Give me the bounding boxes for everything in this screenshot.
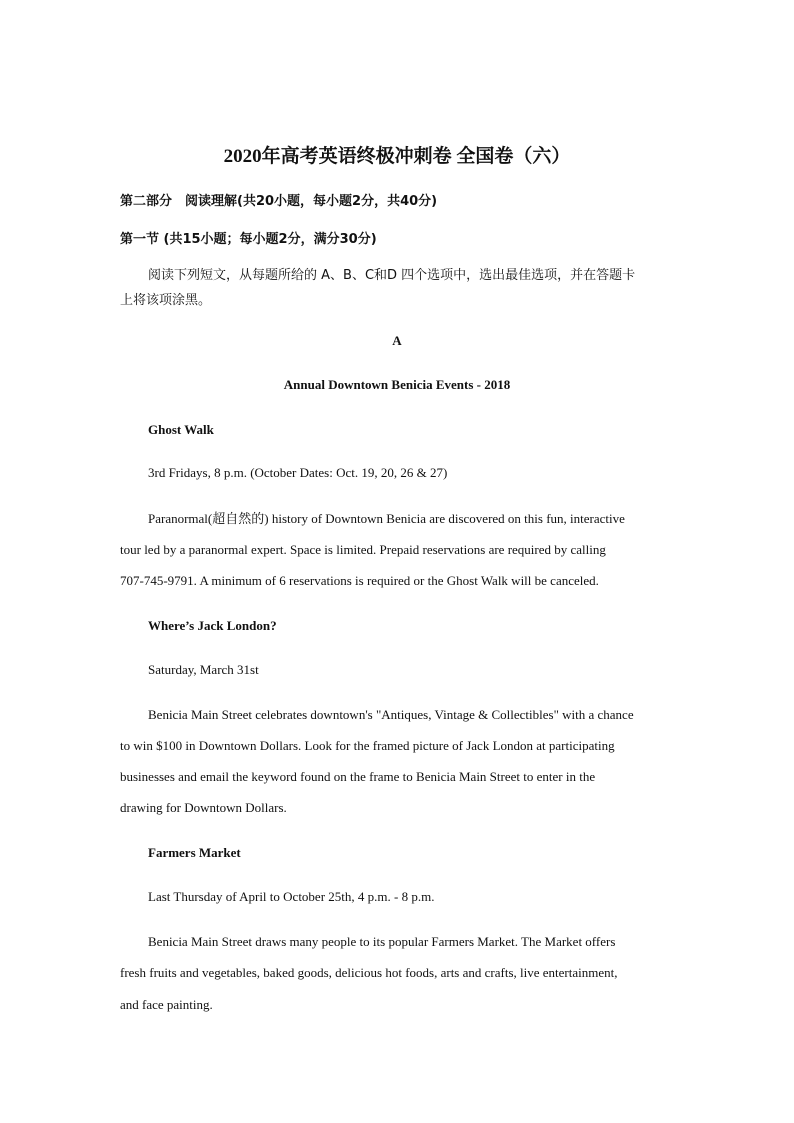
event-body-line: fresh fruits and vegetables, baked goods, delicious hot foods, arts and crafts, live entertainment,: [120, 965, 618, 980]
instruction-line-2: 上将该项涂黑。: [120, 293, 212, 308]
event-body-line: to win $100 in Downtown Dollars. Look for the framed picture of Jack London at participating: [120, 738, 615, 753]
event-date-jack-london: Saturday, March 31st: [148, 662, 259, 677]
passage-letter: A: [392, 333, 402, 348]
event-body-line: Benicia Main Street draws many people to its popular Farmers Market. The Market offers: [148, 934, 616, 949]
event-heading-jack-london: Where’s Jack London?: [148, 618, 277, 633]
instruction-line-1: 阅读下列短文，从每题所给的 A、B、C和D 四个选项中，选出最佳选项，并在答题卡: [148, 268, 636, 283]
event-body-line: 707-745-9791. A minimum of 6 reservations is required or the Ghost Walk will be canceled.: [120, 573, 599, 588]
event-heading-farmers-market: Farmers Market: [148, 845, 241, 860]
event-body-line: drawing for Downtown Dollars.: [120, 800, 287, 815]
event-body-line: Benicia Main Street celebrates downtown's "Antiques, Vintage & Collectibles" with a chance: [148, 707, 634, 722]
part-heading: 第二部分 阅读理解(共20小题，每小题2分，共40分): [120, 194, 438, 209]
section-heading: 第一节 (共15小题；每小题2分，满分30分): [120, 232, 377, 247]
passage-title: Annual Downtown Benicia Events - 2018: [283, 377, 511, 392]
event-date-farmers-market: Last Thursday of April to October 25th, 4 p.m. - 8 p.m.: [148, 889, 435, 904]
page-title: 2020年高考英语终极冲刺卷 全国卷（六）: [223, 146, 571, 167]
event-body-line: Paranormal(超自然的) history of Downtown Benicia are discovered on this fun, interactive: [148, 511, 625, 526]
event-body-line: and face painting.: [120, 997, 213, 1012]
event-body-line: businesses and email the keyword found on the frame to Benicia Main Street to enter in the: [120, 769, 596, 784]
event-body-line: tour led by a paranormal expert. Space is limited. Prepaid reservations are required by calling: [120, 542, 606, 557]
event-heading-ghost-walk: Ghost Walk: [148, 422, 214, 437]
event-date-ghost-walk: 3rd Fridays, 8 p.m. (October Dates: Oct. 19, 20, 26 & 27): [148, 465, 448, 480]
